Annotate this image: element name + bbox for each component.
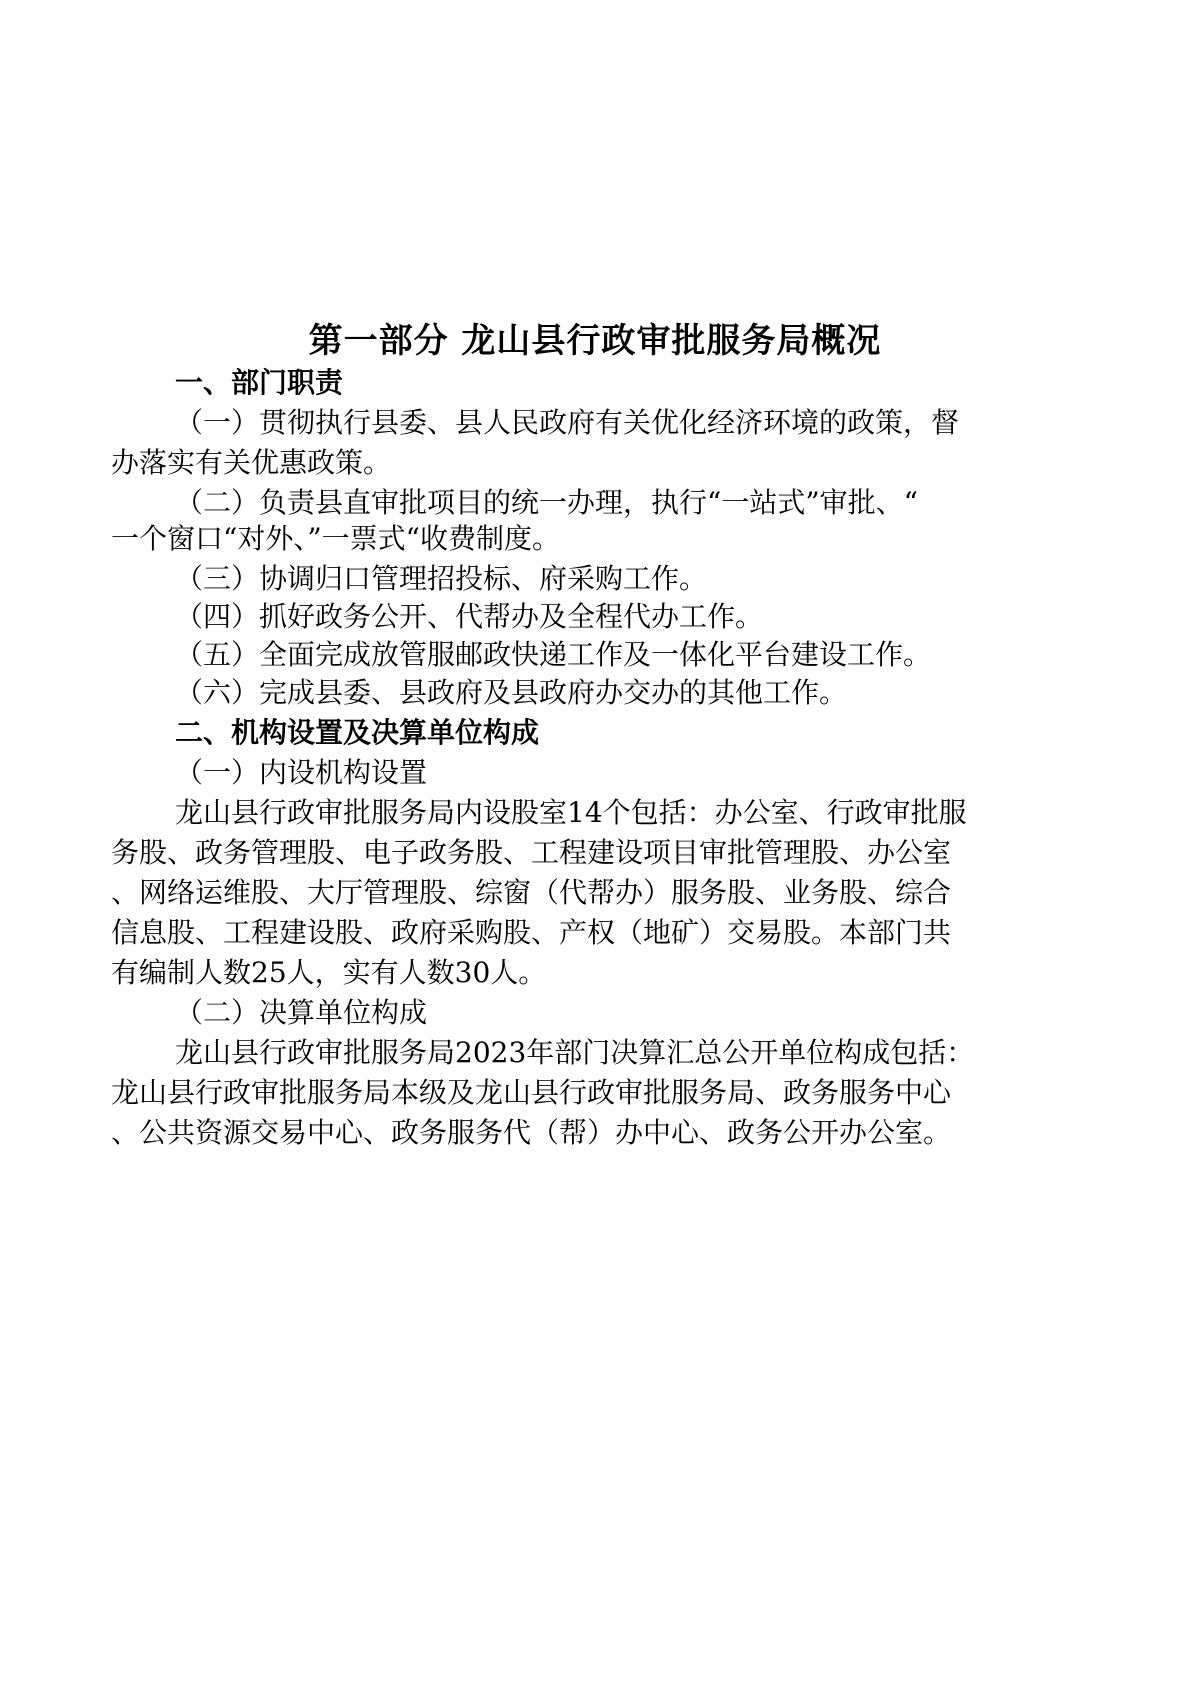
unit-paragraph-line-2: 龙山县行政审批服务局本级及龙山县行政审批服务局、政务服务中心: [111, 1076, 952, 1109]
org-paragraph-line-4: 信息股、工程建设股、政府采购股、产权（地矿）交易股。本部门共: [111, 916, 952, 949]
section2-heading: 二、机构设置及决算单位构成: [175, 716, 540, 749]
org-paragraph-line-5: 有编制人数25人，实有人数30人。: [111, 956, 547, 989]
duty-item-4: （四）抓好政务公开、代帮办及全程代办工作。: [175, 600, 764, 633]
subsection-2-heading: （二）决算单位构成: [175, 996, 428, 1029]
unit-paragraph-line-3: 、公共资源交易中心、政务服务代（帮）办中心、政务公开办公室。: [111, 1116, 952, 1149]
duty-item-2-line-2: 一个窗口“对外、”一票式“收费制度。: [111, 522, 560, 555]
org-paragraph-line-1: 龙山县行政审批服务局内设股室14个包括：办公室、行政审批服: [175, 796, 967, 829]
section1-heading: 一、部门职责: [175, 366, 344, 399]
subsection-1-heading: （一）内设机构设置: [175, 756, 428, 789]
duty-item-2-line-1: （二）负责县直审批项目的统一办理，执行“一站式”审批、“: [175, 486, 918, 519]
duty-item-1-line-1: （一）贯彻执行县委、县人民政府有关优化经济环境的政策，督: [175, 406, 960, 439]
org-paragraph-line-3: 、网络运维股、大厅管理股、综窗（代帮办）服务股、业务股、综合: [111, 876, 952, 909]
duty-item-1-line-2: 办落实有关优惠政策。: [111, 446, 392, 479]
duty-item-3: （三）协调归口管理招投标、府采购工作。: [175, 562, 708, 595]
page-title: 第一部分 龙山县行政审批服务局概况: [308, 321, 882, 361]
unit-paragraph-line-1: 龙山县行政审批服务局2023年部门决算汇总公开单位构成包括：: [175, 1036, 975, 1069]
org-paragraph-line-2: 务股、政务管理股、电子政务股、工程建设项目审批管理股、办公室: [111, 836, 952, 869]
duty-item-6: （六）完成县委、县政府及县政府办交办的其他工作。: [175, 676, 848, 709]
duty-item-5: （五）全面完成放管服邮政快递工作及一体化平台建设工作。: [175, 638, 932, 671]
